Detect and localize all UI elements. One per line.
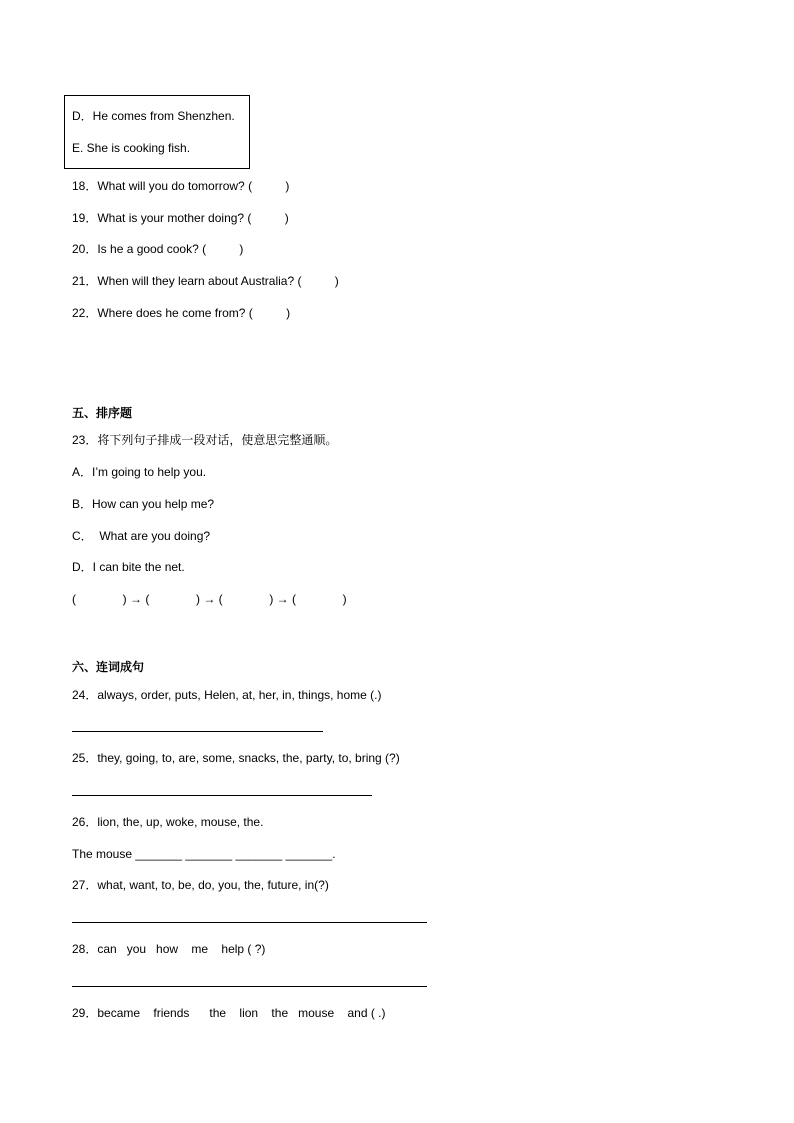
question-27: 27．what, want, to, be, do, you, the, future, in(?) [72,878,329,892]
order-answer-line: ( ) → ( ) → ( ) → ( ) [72,592,347,606]
sentence-b: B．How can you help me? [72,497,215,511]
option-e: E. She is cooking fish. [72,141,191,155]
question-23: 23．将下列句子排成一段对话，使意思完整通顺。 [72,433,338,447]
sentence-a: A．I’m going to help you. [72,465,207,479]
option-d: D．He comes from Shenzhen. [72,109,235,123]
question-26-answer: The mouse _______ _______ _______ _______. [72,847,336,861]
question-21: 21．When will they learn about Australia? ( ) [72,274,339,288]
question-18: 18．What will you do tomorrow? ( ) [72,179,290,193]
question-22: 22．Where does he come from? ( ) [72,306,291,320]
question-20: 20．Is he a good cook? ( ) [72,242,244,256]
answer-line-24 [72,731,323,732]
answer-line-27 [72,922,427,923]
question-24: 24．always, order, puts, Helen, at, her, in, things, home (.) [72,688,382,702]
sentence-d: D．I can bite the net. [72,560,185,574]
section-6-title: 六、连词成句 [72,660,145,674]
answer-line-25 [72,795,372,796]
question-29: 29．became friends the lion the mouse and ( .) [72,1006,386,1020]
question-26: 26．lion, the, up, woke, mouse, the. [72,815,264,829]
question-19: 19．What is your mother doing? ( ) [72,211,289,225]
question-25: 25．they, going, to, are, some, snacks, the, party, to, bring (?) [72,751,400,765]
answer-line-28 [72,986,427,987]
section-5-title: 五、排序题 [72,406,133,420]
options-box [64,95,250,169]
question-28: 28．can you how me help ( ?) [72,942,266,956]
sentence-c: C． What are you doing? [72,529,211,543]
